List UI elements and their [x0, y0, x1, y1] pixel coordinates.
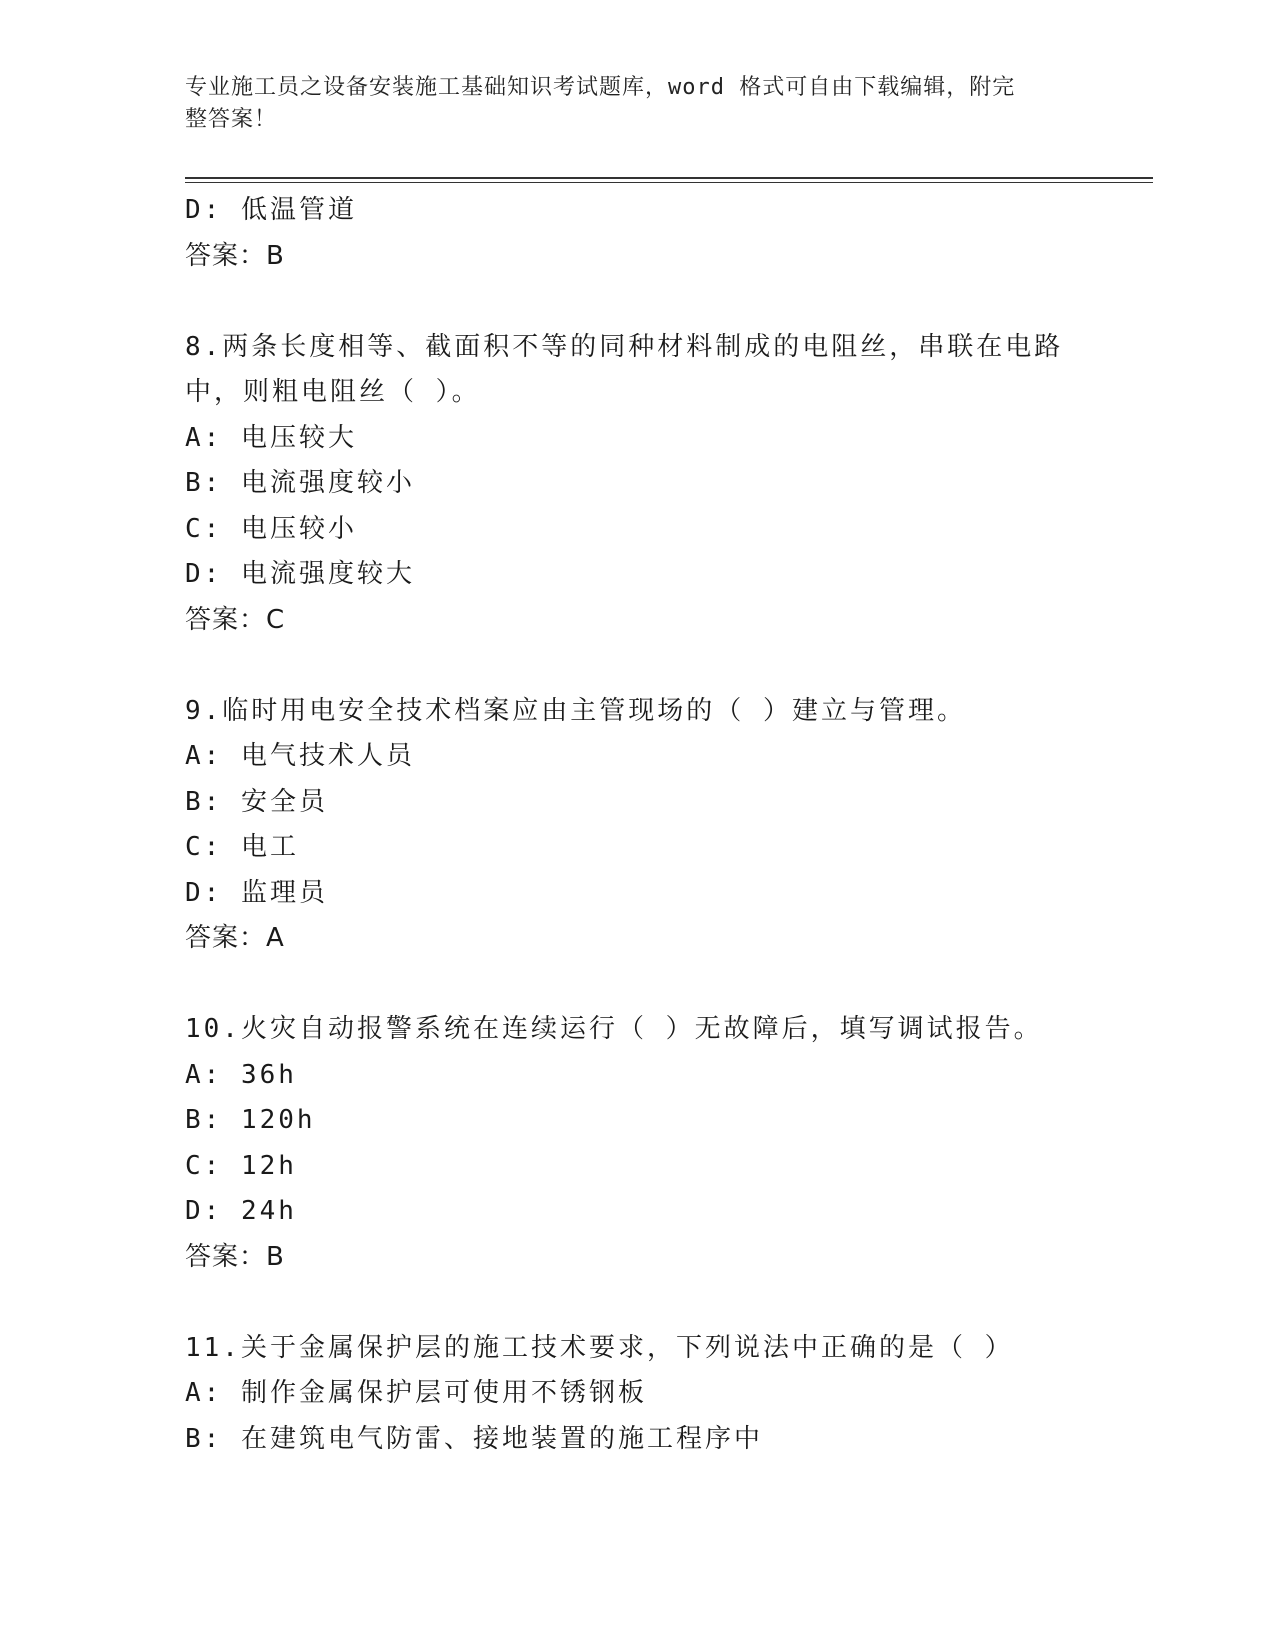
- answer-line: 答案：C: [185, 604, 286, 635]
- option-a: A: 电气技术人员: [185, 741, 415, 771]
- answer-line: 答案：A: [185, 923, 285, 953]
- question-11: [185, 1326, 1085, 1463]
- option-a: A: 36h: [185, 1059, 297, 1090]
- header-title-line-2: 整答案！: [185, 107, 278, 132]
- option-c: C: 电工: [185, 832, 299, 862]
- document-header: [185, 72, 1065, 136]
- question-stem: 10.火灾自动报警系统在连续运行（ ）无故障后，填写调试报告。: [185, 1014, 1043, 1044]
- answer-line: 答案：B: [185, 240, 285, 271]
- option-a: A: 电压较大: [185, 422, 357, 453]
- option-d: D: 电流强度较大: [185, 559, 415, 589]
- question-8: [185, 325, 1085, 644]
- option-c: C: 12h: [185, 1150, 297, 1181]
- question-9: [185, 689, 1085, 962]
- option-c: C: 电压较小: [185, 513, 357, 544]
- spacer: [185, 962, 1085, 1008]
- header-title-line-1: 专业施工员之设备安装施工基础知识考试题库，word 格式可自由下载编辑，附完: [185, 75, 1016, 100]
- option-d: D: 监理员: [185, 877, 328, 908]
- option-a: A: 制作金属保护层可使用不锈钢板: [185, 1378, 647, 1408]
- question-stem: 11.关于金属保护层的施工技术要求，下列说法中正确的是（ ）: [185, 1332, 1014, 1363]
- option-d: D: 24h: [185, 1196, 297, 1226]
- question-10: [185, 1007, 1085, 1280]
- option-b: B: 在建筑电气防雷、接地装置的施工程序中: [185, 1423, 763, 1454]
- answer-line: 答案：B: [185, 1241, 285, 1272]
- question-stem-continued: 中，则粗电阻丝（ ）。: [185, 377, 481, 407]
- header-divider-thin: [185, 182, 1153, 183]
- option-b: B: 安全员: [185, 786, 328, 817]
- question-list: [185, 188, 1085, 1462]
- option-b: B: 120h: [185, 1105, 316, 1135]
- spacer: [185, 643, 1085, 689]
- header-divider-thick: [185, 177, 1153, 179]
- spacer: [185, 1280, 1085, 1326]
- option-b: B: 电流强度较小: [185, 468, 415, 498]
- option-d: D: 低温管道: [185, 195, 357, 225]
- previous-question-tail: [185, 188, 1085, 279]
- question-stem: 8.两条长度相等、截面积不等的同种材料制成的电阻丝，串联在电路: [185, 331, 1064, 362]
- spacer: [185, 279, 1085, 325]
- question-stem: 9.临时用电安全技术档案应由主管现场的（ ）建立与管理。: [185, 695, 966, 726]
